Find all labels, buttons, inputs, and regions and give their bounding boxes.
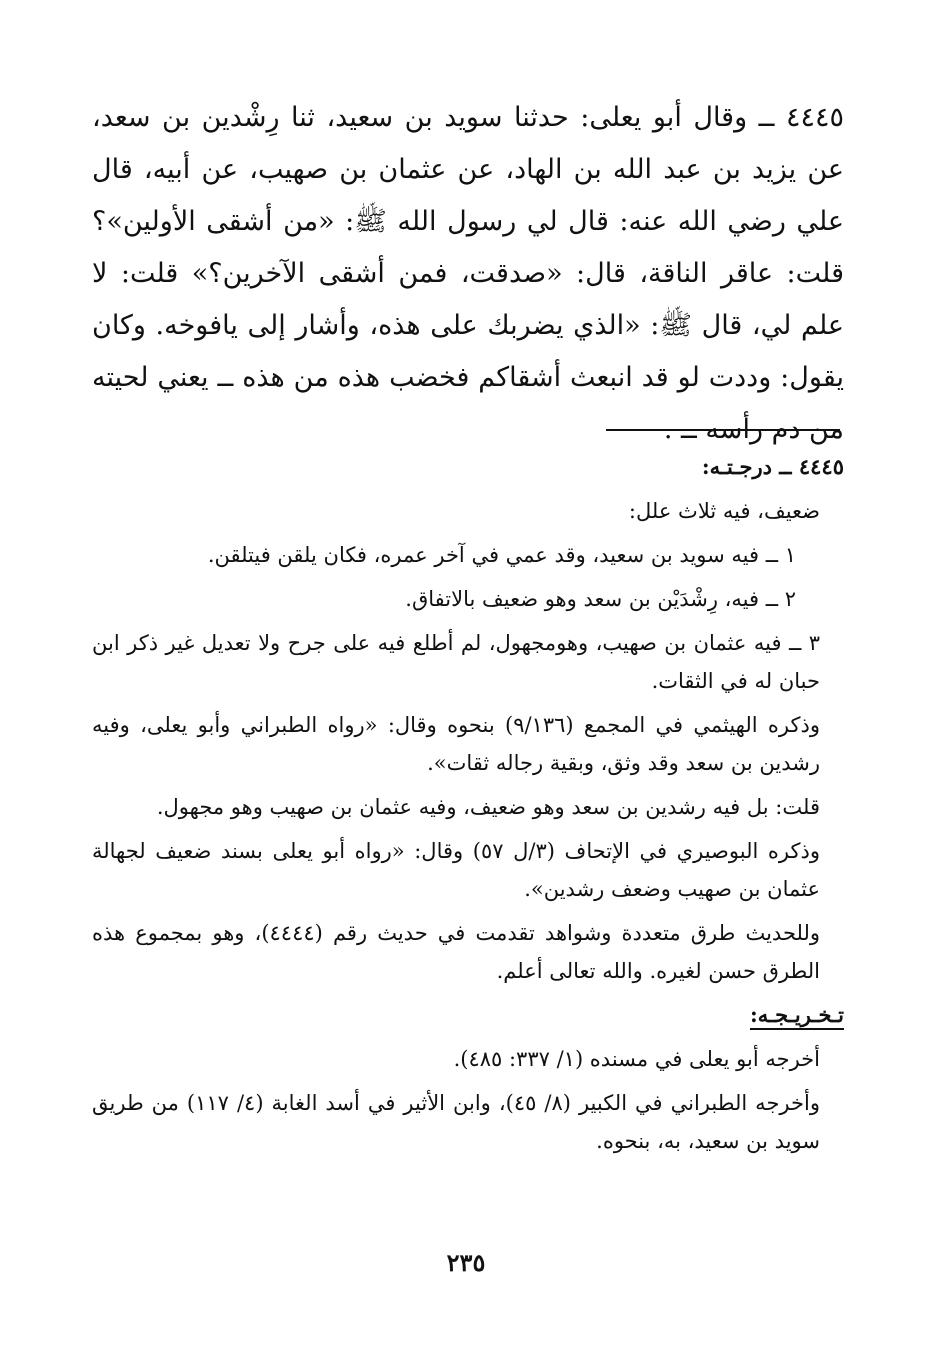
- page-number: ٢٣٥: [446, 1248, 486, 1277]
- commentary-paragraph: وذكره الهيثمي في المجمع (٩/١٣٦) بنحوه وقال: «رواه الطبراني وأبو يعلى، وفيه رشدين بن سعد وقد وثق، وبقية رجاله ثقات».: [92, 713, 820, 775]
- commentary-paragraph: قلت: بل فيه رشدين بن سعد وهو ضعيف، وفيه عثمان بن صهيب وهو مجهول.: [156, 795, 820, 819]
- reason-item: ٢ ــ فيه، رِشْدَيْن بن سعد وهو ضعيف بالاتفاق.: [405, 587, 796, 611]
- reason-item: ١ ــ فيه سويد بن سعيد، وقد عمي في آخر عمره، فكان يلقن فيتلقن.: [207, 543, 796, 567]
- main-content: [92, 92, 844, 456]
- takhrij-heading: تـخـريـجـه:: [749, 1002, 844, 1027]
- hadith-text: ٤٤٤٥ ــ وقال أبو يعلى: حدثنا سويد بن سعيد، ثنا رِشْدين بن سعد، عن يزيد بن عبد الله بن الهاد، عن عثمان بن صهيب، عن أبيه، قال علي رضي الله عنه: قال لي رسول الله ﷺ: «من أشقى الأولين»؟ قلت: عاقر الناقة، قال: «صدقت، فمن أشقى الآخرين؟» قلت: لا علم لي، قال ﷺ: «الذي يضربك على هذه، وأشار إلى يافوخه. وكان يقول: وددت لو قد انبعث أشقاكم فخضب هذه من هذه ــ يعني لحيته من دم رأسه ــ .: [92, 102, 844, 445]
- reason-item: ٣ ــ فيه عثمان بن صهيب، وهومجهول، لم أطلع فيه على جرح ولا تعديل غير ذكر ابن حبان له في الثقات.: [92, 631, 820, 693]
- commentary-section: [92, 448, 844, 1166]
- takhrij-item: وأخرجه الطبراني في الكبير (٨/ ٤٥)، وابن الأثير في أسد الغابة (٤/ ١١٧) من طريق سويد بن سعيد، به، بنحوه.: [92, 1091, 820, 1153]
- commentary-paragraph: وللحديث طرق متعددة وشواهد تقدمت في حديث رقم (٤٤٤٤)، وهو بمجموع هذه الطرق حسن لغيره. والله تعالى أعلم.: [92, 921, 820, 983]
- footnote-divider: [606, 429, 840, 431]
- takhrij-item: أخرجه أبو يعلى في مسنده (١/ ٣٣٧: ٤٨٥).: [453, 1047, 820, 1071]
- grade-heading: ٤٤٤٥ ــ درجـتـه:: [701, 454, 844, 479]
- commentary-paragraph: وذكره البوصيري في الإتحاف (٣/ل ٥٧) وقال: «رواه أبو يعلى بسند ضعيف لجهالة عثمان بن صهيب وضعف رشدين».: [92, 839, 820, 901]
- grade-intro: ضعيف، فيه ثلاث علل:: [628, 499, 820, 523]
